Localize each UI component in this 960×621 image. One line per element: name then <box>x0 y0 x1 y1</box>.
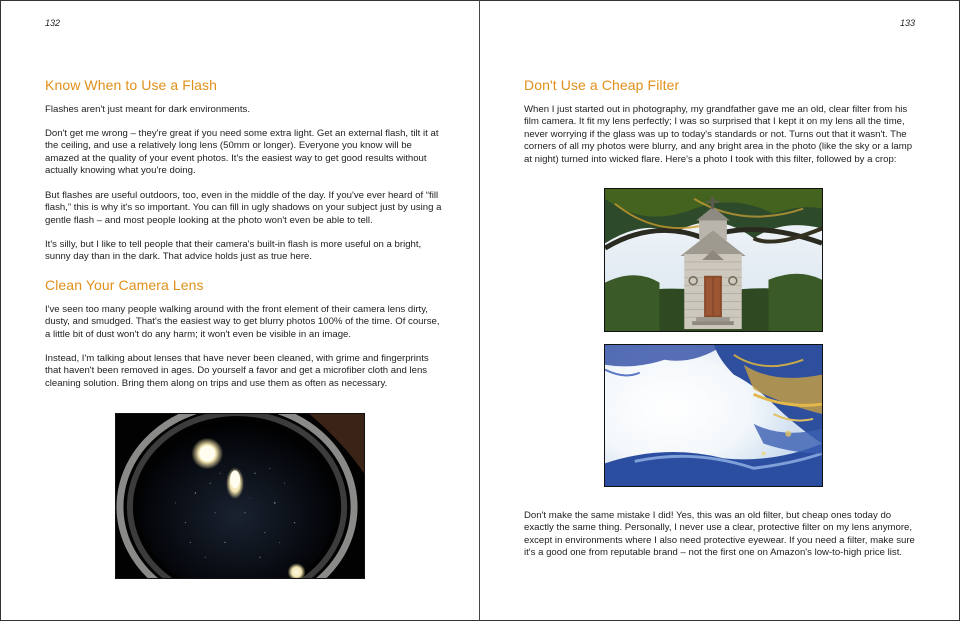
chapel-photo <box>604 188 823 332</box>
dusty-lens-photo <box>115 413 365 579</box>
heading-cheap-filter: Don't Use a Cheap Filter <box>524 77 680 93</box>
page-number-right: 133 <box>899 18 915 28</box>
heading-clean-lens: Clean Your Camera Lens <box>45 277 204 293</box>
heading-flash: Know When to Use a Flash <box>45 77 218 93</box>
page-number-left: 132 <box>45 18 61 28</box>
paragraph: But flashes are useful outdoors, too, even in the middle of the day. If you've ever heard of “fill flash,” this is why it's so important. You can fill in ugly shadows on your subject just by using a gentle flash – and most people looking at the photo won't even be able to tell. <box>45 190 442 226</box>
paragraph: Instead, I'm talking about lenses that have never been cleaned, with grime and fingerprints that haven't been removed in ages. Do yourself a favor and get a microfiber cloth and lens cleaning solution. Bring them along on trips and use them as often as necessary. <box>45 353 429 389</box>
flare-crop-photo <box>604 344 823 487</box>
paragraph: Don't get me wrong – they're great if you need some extra light. Get an external flash, tilt it at the ceiling, and use a relatively long lens (50mm or longer). Everyone you know will be amazed at the quality of your event photos. It's the easiest way to get good results without actually knowing what you're doing. <box>45 128 439 177</box>
paragraph: Don't make the same mistake I did! Yes, this was an old filter, but cheap ones today do exactly the same thing. Personally, I never use a clear, protective filter on my lens anymore, except in environments where I also need protective eyewear. If you need a filter, make sure it's a good one from reputable brand – not the first one on Amazon's low-to-high price list. <box>524 510 915 559</box>
right-page <box>480 0 960 621</box>
paragraph: I've seen too many people walking around with the front element of their camera lens dirty, dusty, and smudged. That's the easiest way to get blurry photos 100% of the time. Of course, a little bit of dust won't do any harm; it won't even be visible in an image. <box>45 304 440 340</box>
paragraph: Flashes aren't just meant for dark environments. <box>45 104 250 115</box>
paragraph: It's silly, but I like to tell people that their camera's built-in flash is more useful on a bright, sunny day than in the dark. That advice holds just as true here. <box>45 239 422 263</box>
paragraph: When I just started out in photography, my grandfather gave me an old, clear filter from his film camera. It fit my lens perfectly; I was so surprised that I kept it on my lens all the time, never worrying if the glass was up to today's standards or not. Turns out that it wasn't. The corners of all my photos were blurry, and any bright area in the photo (like the sky or a lamp at night) turned into wicked flare. Here's a photo I took with this filter, followed by a crop: <box>524 104 913 165</box>
